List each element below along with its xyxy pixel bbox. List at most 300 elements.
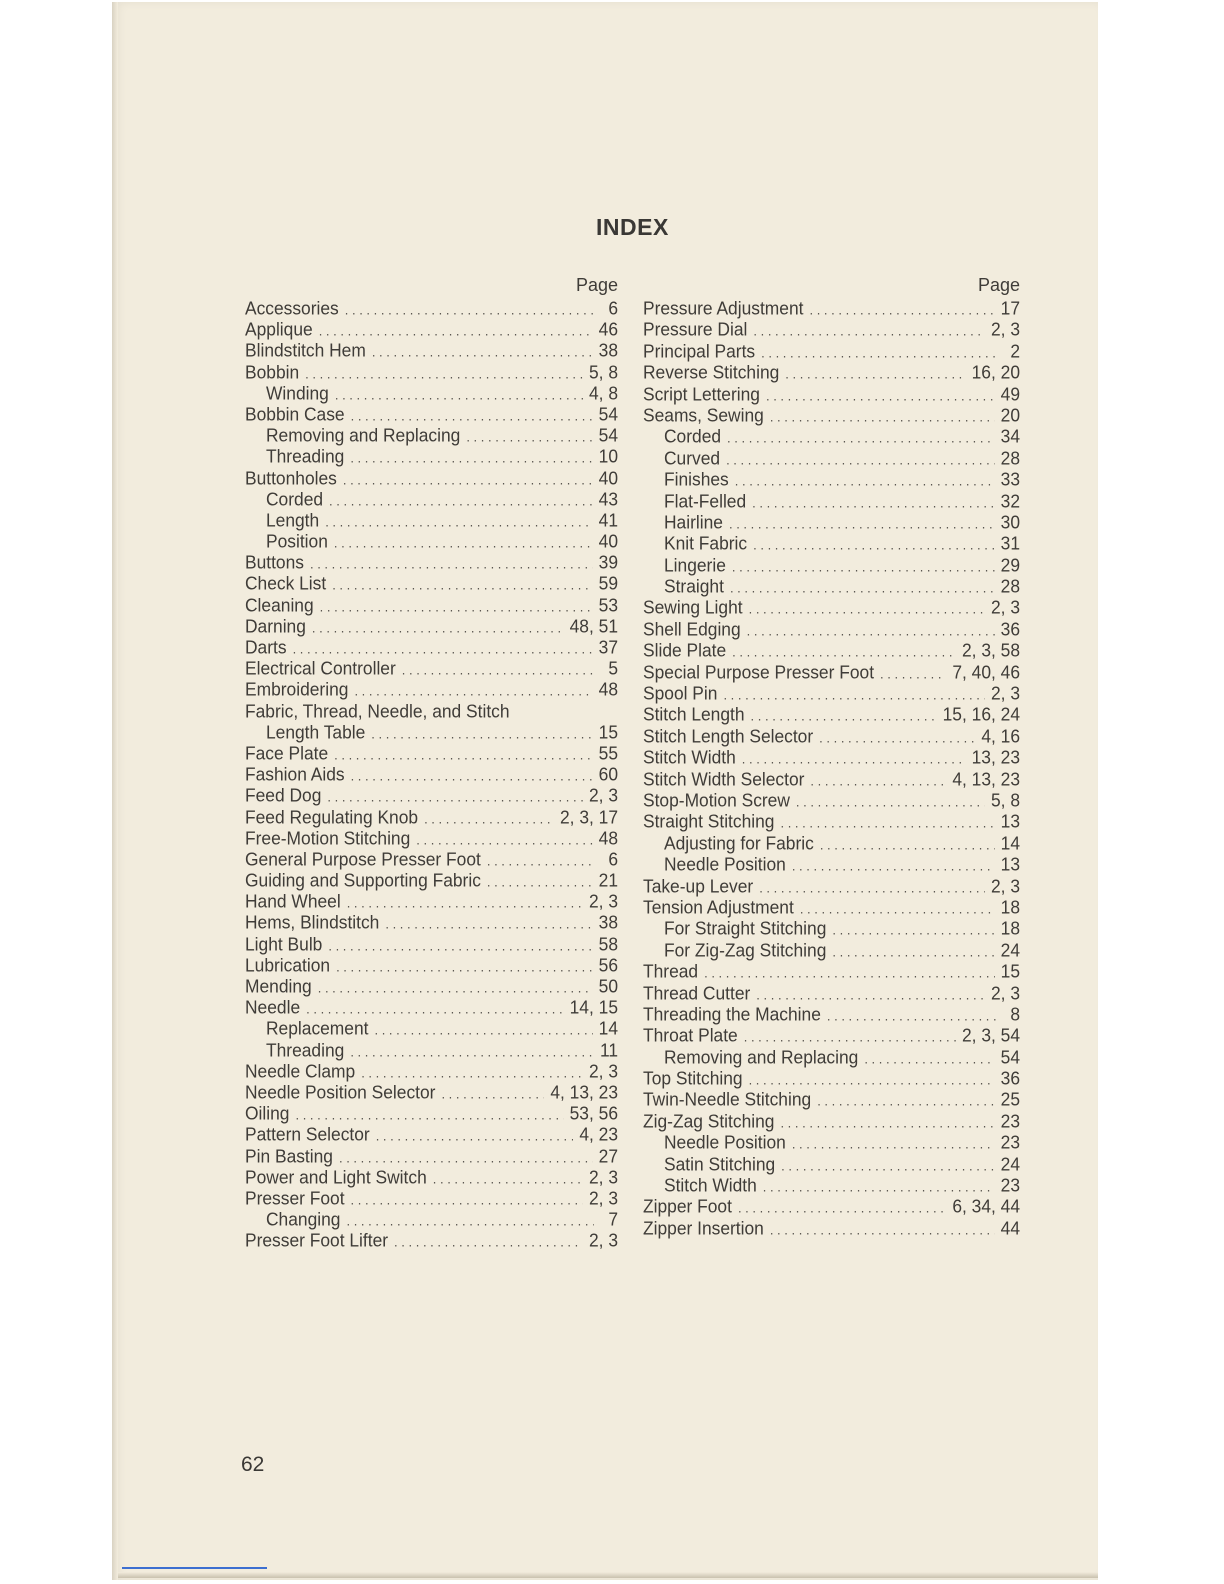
index-term: Corded xyxy=(266,488,324,510)
index-entry xyxy=(245,1060,618,1082)
dot-leader xyxy=(810,769,946,791)
dot-leader xyxy=(318,977,593,999)
index-page-refs: 48 xyxy=(598,678,618,700)
index-entry xyxy=(245,1209,618,1231)
index-page-refs: 60 xyxy=(598,763,618,785)
index-entry xyxy=(643,618,1020,640)
index-page-refs: 40 xyxy=(598,466,618,488)
index-page-refs: 53, 56 xyxy=(569,1102,618,1124)
index-entry xyxy=(245,1124,618,1146)
index-entry xyxy=(643,661,1020,683)
index-entry xyxy=(643,1068,1020,1090)
index-page-refs: 7, 40, 46 xyxy=(952,661,1020,683)
dot-leader xyxy=(441,1082,544,1104)
index-term: Finishes xyxy=(664,468,729,490)
dot-leader xyxy=(329,489,593,511)
index-entry xyxy=(245,1081,618,1103)
index-entry xyxy=(643,768,1020,790)
index-page-refs: 15 xyxy=(1000,960,1020,982)
dot-leader xyxy=(819,726,975,748)
index-entry xyxy=(245,636,618,658)
index-term: Buttonholes xyxy=(245,466,337,488)
index-page-refs: 5, 8 xyxy=(588,361,618,383)
index-entry xyxy=(245,764,618,786)
dot-leader xyxy=(759,876,985,898)
dot-leader xyxy=(770,1218,995,1240)
index-term: Pressure Dial xyxy=(643,318,748,340)
index-term: Blindstitch Hem xyxy=(245,339,366,361)
index-page-refs: 31 xyxy=(1000,532,1020,554)
index-entry xyxy=(245,700,618,722)
index-page-refs: 39 xyxy=(598,551,618,573)
dot-leader xyxy=(334,743,593,765)
index-term: For Straight Stitching xyxy=(664,917,827,939)
index-entry xyxy=(643,533,1020,555)
index-term: Pressure Adjustment xyxy=(643,297,804,319)
dot-leader xyxy=(766,384,995,406)
index-page-refs: 48, 51 xyxy=(569,615,618,637)
index-term: Lubrication xyxy=(245,954,331,976)
index-page-refs: 17 xyxy=(1000,297,1020,319)
index-entry xyxy=(643,682,1020,704)
index-entry xyxy=(643,1025,1020,1047)
dot-leader xyxy=(361,1061,583,1083)
index-page-refs: 2, 3 xyxy=(588,1166,618,1188)
index-page-refs: 10 xyxy=(598,445,618,467)
index-term: Shell Edging xyxy=(643,618,741,640)
index-page-refs: 49 xyxy=(1000,383,1020,405)
index-page-refs: 24 xyxy=(1000,1153,1020,1175)
index-term: Light Bulb xyxy=(245,933,323,955)
index-term: Presser Foot xyxy=(245,1187,345,1209)
index-entry xyxy=(245,827,618,849)
dot-leader xyxy=(744,1026,956,1048)
index-entry xyxy=(643,1089,1020,1111)
index-column-right xyxy=(643,272,1020,1239)
index-page-refs: 4, 13, 23 xyxy=(550,1081,618,1103)
index-term: Needle Position Selector xyxy=(245,1081,436,1103)
index-page-refs: 54 xyxy=(1000,1046,1020,1068)
index-page-refs: 46 xyxy=(598,318,618,340)
dot-leader xyxy=(332,574,592,596)
index-term: Darts xyxy=(245,636,287,658)
dot-leader xyxy=(371,722,592,744)
index-entry xyxy=(643,447,1020,469)
dot-leader xyxy=(339,1146,593,1168)
index-entry xyxy=(643,340,1020,362)
index-entry xyxy=(245,403,618,425)
dot-leader xyxy=(785,363,965,385)
dot-leader xyxy=(817,1090,994,1112)
index-page-refs: 4, 13, 23 xyxy=(952,768,1020,790)
index-entry xyxy=(643,1003,1020,1025)
dot-leader xyxy=(374,1019,592,1041)
index-entry xyxy=(643,982,1020,1004)
index-page-refs: 2, 3 xyxy=(990,682,1020,704)
index-entry xyxy=(245,1166,618,1188)
index-entry xyxy=(643,747,1020,769)
dot-leader xyxy=(735,470,995,492)
dot-leader xyxy=(751,705,937,727)
index-term: Pattern Selector xyxy=(245,1123,370,1145)
index-entry xyxy=(245,975,618,997)
index-entry xyxy=(643,1132,1020,1154)
index-term: Knit Fabric xyxy=(664,532,748,554)
index-page-refs: 13, 23 xyxy=(971,746,1020,768)
index-entry xyxy=(643,725,1020,747)
index-page-refs: 8 xyxy=(1010,1003,1020,1025)
index-page-refs: 15, 16, 24 xyxy=(942,703,1020,725)
dot-leader xyxy=(792,1133,995,1155)
index-page-refs: 16, 20 xyxy=(971,361,1020,383)
index-page-refs: 37 xyxy=(598,636,618,658)
index-page-refs: 23 xyxy=(1000,1110,1020,1132)
index-entry xyxy=(245,806,618,828)
index-entry xyxy=(643,404,1020,426)
index-page-refs: 2, 3 xyxy=(588,890,618,912)
index-term: Reverse Stitching xyxy=(643,361,780,383)
index-term: Stitch Length Selector xyxy=(643,725,814,747)
index-page-refs: 55 xyxy=(598,742,618,764)
dot-leader xyxy=(372,341,593,363)
dot-leader xyxy=(732,555,995,577)
index-entry xyxy=(643,1110,1020,1132)
index-term: Length xyxy=(266,509,320,531)
index-page-refs: 15 xyxy=(598,721,618,743)
index-term: Hand Wheel xyxy=(245,890,341,912)
index-term: Mending xyxy=(245,975,312,997)
index-term: Guiding and Supporting Fabric xyxy=(245,869,481,891)
index-entries-right xyxy=(643,298,1020,1239)
index-entry xyxy=(643,511,1020,533)
index-page-refs: 23 xyxy=(1000,1174,1020,1196)
index-term: Twin-Needle Stitching xyxy=(643,1088,812,1110)
index-term: Cleaning xyxy=(245,594,314,616)
dot-leader xyxy=(820,833,995,855)
index-page-refs: 28 xyxy=(1000,575,1020,597)
index-term: Feed Regulating Knob xyxy=(245,805,419,827)
index-term: Changing xyxy=(266,1208,341,1230)
index-entry xyxy=(643,811,1020,833)
index-entry xyxy=(643,1153,1020,1175)
index-page-refs: 2, 3, 17 xyxy=(559,805,618,827)
index-term: Bobbin Case xyxy=(245,403,345,425)
index-term: Zig-Zag Stitching xyxy=(643,1110,775,1132)
dot-leader xyxy=(756,983,985,1005)
index-term: Fashion Aids xyxy=(245,763,345,785)
dot-leader xyxy=(880,662,946,684)
index-entry xyxy=(643,961,1020,983)
index-term: Hems, Blindstitch xyxy=(245,911,380,933)
index-entry xyxy=(245,573,618,595)
index-term: Length Table xyxy=(266,721,366,743)
index-page-refs: 34 xyxy=(1000,425,1020,447)
index-entry xyxy=(643,939,1020,961)
index-page-refs: 33 xyxy=(1000,468,1020,490)
index-entry xyxy=(245,615,618,637)
index-term: Zipper Insertion xyxy=(643,1217,764,1239)
index-page-refs: 5 xyxy=(608,657,618,679)
index-term: General Purpose Presser Foot xyxy=(245,848,481,870)
index-page-refs: 48 xyxy=(598,827,618,849)
dot-leader xyxy=(350,1040,594,1062)
index-term: Hairline xyxy=(664,511,723,533)
index-term: Accessories xyxy=(245,297,339,319)
index-term: Seams, Sewing xyxy=(643,404,764,426)
dot-leader xyxy=(487,849,594,871)
index-page-refs: 40 xyxy=(598,530,618,552)
index-entry xyxy=(245,552,618,574)
index-page-refs: 23 xyxy=(1000,1131,1020,1153)
index-term: Needle Clamp xyxy=(245,1060,356,1082)
index-term: Free-Motion Stitching xyxy=(245,827,411,849)
index-entry xyxy=(245,297,618,319)
index-page-refs: 25 xyxy=(1000,1088,1020,1110)
index-term: Zipper Foot xyxy=(643,1195,732,1217)
index-term: Straight Stitching xyxy=(643,810,775,832)
index-page-refs: 2 xyxy=(1010,340,1020,362)
dot-leader xyxy=(753,534,995,556)
index-entry xyxy=(643,640,1020,662)
index-term: Feed Dog xyxy=(245,784,322,806)
index-entry xyxy=(245,848,618,870)
index-entry xyxy=(643,1196,1020,1218)
index-entry xyxy=(245,658,618,680)
index-page-refs: 7 xyxy=(608,1208,618,1230)
index-entry xyxy=(245,340,618,362)
dot-leader xyxy=(320,595,593,617)
dot-leader xyxy=(351,1188,583,1210)
index-entry xyxy=(245,954,618,976)
index-entry xyxy=(643,319,1020,341)
index-entry xyxy=(245,425,618,447)
index-page-refs: 2, 3, 54 xyxy=(961,1024,1020,1046)
index-entry xyxy=(643,554,1020,576)
index-entry xyxy=(643,576,1020,598)
index-term: Sewing Light xyxy=(643,596,743,618)
dot-leader xyxy=(433,1167,583,1189)
dot-leader xyxy=(742,748,966,770)
dot-leader xyxy=(312,616,564,638)
index-page-refs: 18 xyxy=(1000,917,1020,939)
index-term: Replacement xyxy=(266,1017,369,1039)
index-term: Power and Light Switch xyxy=(245,1166,427,1188)
index-term: For Zig-Zag Stitching xyxy=(664,939,827,961)
index-page-refs: 13 xyxy=(1000,853,1020,875)
index-term: Winding xyxy=(266,382,329,404)
dot-leader xyxy=(780,1111,994,1133)
index-term: Lingerie xyxy=(664,554,726,576)
index-entry xyxy=(245,721,618,743)
index-page-refs: 58 xyxy=(598,933,618,955)
index-entry xyxy=(643,789,1020,811)
index-term: Stitch Width xyxy=(643,746,736,768)
index-page-refs: 28 xyxy=(1000,447,1020,469)
index-term: Adjusting for Fabric xyxy=(664,832,814,854)
index-term: Bobbin xyxy=(245,361,300,383)
dot-leader xyxy=(749,598,985,620)
index-page-refs: 14 xyxy=(598,1017,618,1039)
index-entry xyxy=(245,488,618,510)
index-term: Darning xyxy=(245,615,306,637)
index-term: Threading xyxy=(266,1039,345,1061)
dot-leader xyxy=(385,913,592,935)
index-term: Applique xyxy=(245,318,313,340)
index-entry xyxy=(245,1018,618,1040)
index-page-refs: 18 xyxy=(1000,896,1020,918)
index-page-refs: 13 xyxy=(1000,810,1020,832)
index-term: Satin Stitching xyxy=(664,1153,776,1175)
index-entry xyxy=(643,854,1020,876)
index-term: Needle xyxy=(245,996,301,1018)
index-page-refs: 4, 23 xyxy=(579,1123,618,1145)
index-term: Flat-Felled xyxy=(664,489,747,511)
index-term: Removing and Replacing xyxy=(266,424,461,446)
index-page-refs: 36 xyxy=(1000,1067,1020,1089)
page-number: 62 xyxy=(241,1453,265,1476)
dot-leader xyxy=(424,807,554,829)
index-page-refs: 4, 8 xyxy=(588,382,618,404)
index-page-refs: 14, 15 xyxy=(569,996,618,1018)
dot-leader xyxy=(305,362,583,384)
index-term: Stitch Length xyxy=(643,703,745,725)
index-term: Stitch Width xyxy=(664,1174,757,1196)
index-entry xyxy=(245,997,618,1019)
dot-leader xyxy=(351,404,593,426)
index-page-refs: 43 xyxy=(598,488,618,510)
index-entry xyxy=(245,594,618,616)
index-page-refs: 2, 3 xyxy=(588,1187,618,1209)
index-page-refs: 27 xyxy=(598,1144,618,1166)
index-term: Stitch Width Selector xyxy=(643,768,805,790)
dot-leader xyxy=(416,828,592,850)
index-page-refs: 2, 3 xyxy=(990,318,1020,340)
index-term: Presser Foot Lifter xyxy=(245,1229,389,1251)
index-page-refs: 24 xyxy=(1000,939,1020,961)
dot-leader xyxy=(752,491,995,513)
index-term: Corded xyxy=(664,425,722,447)
dot-leader xyxy=(792,855,995,877)
index-term: Oiling xyxy=(245,1102,290,1124)
index-page-refs: 2, 3 xyxy=(990,981,1020,1003)
index-term: Spool Pin xyxy=(643,682,718,704)
index-entry xyxy=(643,1046,1020,1068)
index-page-refs: 6, 34, 44 xyxy=(952,1195,1020,1217)
dot-leader xyxy=(780,812,994,834)
index-entry xyxy=(643,426,1020,448)
index-page-refs: 20 xyxy=(1000,404,1020,426)
index-page-refs: 50 xyxy=(598,975,618,997)
index-page-refs: 30 xyxy=(1000,511,1020,533)
page-spine-edge xyxy=(112,2,118,1580)
index-page-refs: 29 xyxy=(1000,554,1020,576)
index-term: Principal Parts xyxy=(643,340,756,362)
index-entry xyxy=(245,467,618,489)
dot-leader xyxy=(761,341,996,363)
index-column-left xyxy=(245,272,618,1251)
index-page-refs: 6 xyxy=(608,848,618,870)
index-entry xyxy=(245,319,618,341)
index-term: Script Lettering xyxy=(643,383,760,405)
index-page-refs: 2, 3 xyxy=(588,1060,618,1082)
index-entry xyxy=(245,1187,618,1209)
index-page-refs: 38 xyxy=(598,911,618,933)
index-entry xyxy=(643,832,1020,854)
page-column-header: Page xyxy=(575,275,618,295)
index-page-refs: 41 xyxy=(598,509,618,531)
index-page-refs: 2, 3, 58 xyxy=(961,639,1020,661)
index-entry xyxy=(245,912,618,934)
index-page-refs: 38 xyxy=(598,339,618,361)
dot-leader xyxy=(336,955,593,977)
index-term: Removing and Replacing xyxy=(664,1046,859,1068)
index-entry xyxy=(643,362,1020,384)
index-entry xyxy=(245,446,618,468)
dot-leader xyxy=(343,468,593,490)
index-page-refs: 21 xyxy=(598,869,618,891)
index-term: Throat Plate xyxy=(643,1024,738,1046)
index-entries-left xyxy=(245,298,618,1251)
index-entry xyxy=(245,531,618,553)
index-page-refs: 54 xyxy=(598,424,618,446)
page-column-header: Page xyxy=(977,275,1020,295)
index-term: Stop-Motion Screw xyxy=(643,789,790,811)
index-page-refs: 14 xyxy=(1000,832,1020,854)
dot-leader xyxy=(345,299,594,321)
index-entry xyxy=(643,918,1020,940)
dot-leader xyxy=(781,1154,994,1176)
dot-leader xyxy=(350,447,592,469)
page-bottom-edge xyxy=(118,1572,1098,1578)
index-term: Threading the Machine xyxy=(643,1003,821,1025)
index-page-refs: 4, 16 xyxy=(981,725,1020,747)
blue-scan-mark xyxy=(122,1567,267,1569)
dot-leader xyxy=(376,1125,574,1147)
index-term: Take-up Lever xyxy=(643,875,754,897)
index-page-refs: 2, 3 xyxy=(588,784,618,806)
index-page-refs: 5, 8 xyxy=(990,789,1020,811)
dot-leader xyxy=(864,1047,994,1069)
index-entry xyxy=(245,742,618,764)
index-entry xyxy=(245,785,618,807)
index-entry xyxy=(245,509,618,531)
index-entry xyxy=(643,704,1020,726)
index-term: Face Plate xyxy=(245,742,329,764)
index-term: Threading xyxy=(266,445,345,467)
index-term: Position xyxy=(266,530,328,552)
index-page-refs: 56 xyxy=(598,954,618,976)
index-term: Needle Position xyxy=(664,1131,786,1153)
index-term: Needle Position xyxy=(664,853,786,875)
index-term: Fabric, Thread, Needle, and Stitch xyxy=(245,700,510,722)
index-entry xyxy=(245,870,618,892)
index-entry xyxy=(245,1039,618,1061)
dot-leader xyxy=(293,638,593,660)
index-entry xyxy=(643,490,1020,512)
index-entry xyxy=(245,891,618,913)
dot-leader xyxy=(328,934,592,956)
index-entry xyxy=(245,1230,618,1252)
index-page-refs: 53 xyxy=(598,594,618,616)
dot-leader xyxy=(727,427,995,449)
index-term: Curved xyxy=(664,447,721,469)
index-page-refs: 36 xyxy=(1000,618,1020,640)
index-entry xyxy=(643,469,1020,491)
dot-leader xyxy=(335,383,583,405)
index-page-refs: 32 xyxy=(1000,489,1020,511)
index-term: Embroidering xyxy=(245,678,349,700)
dot-leader xyxy=(726,448,995,470)
